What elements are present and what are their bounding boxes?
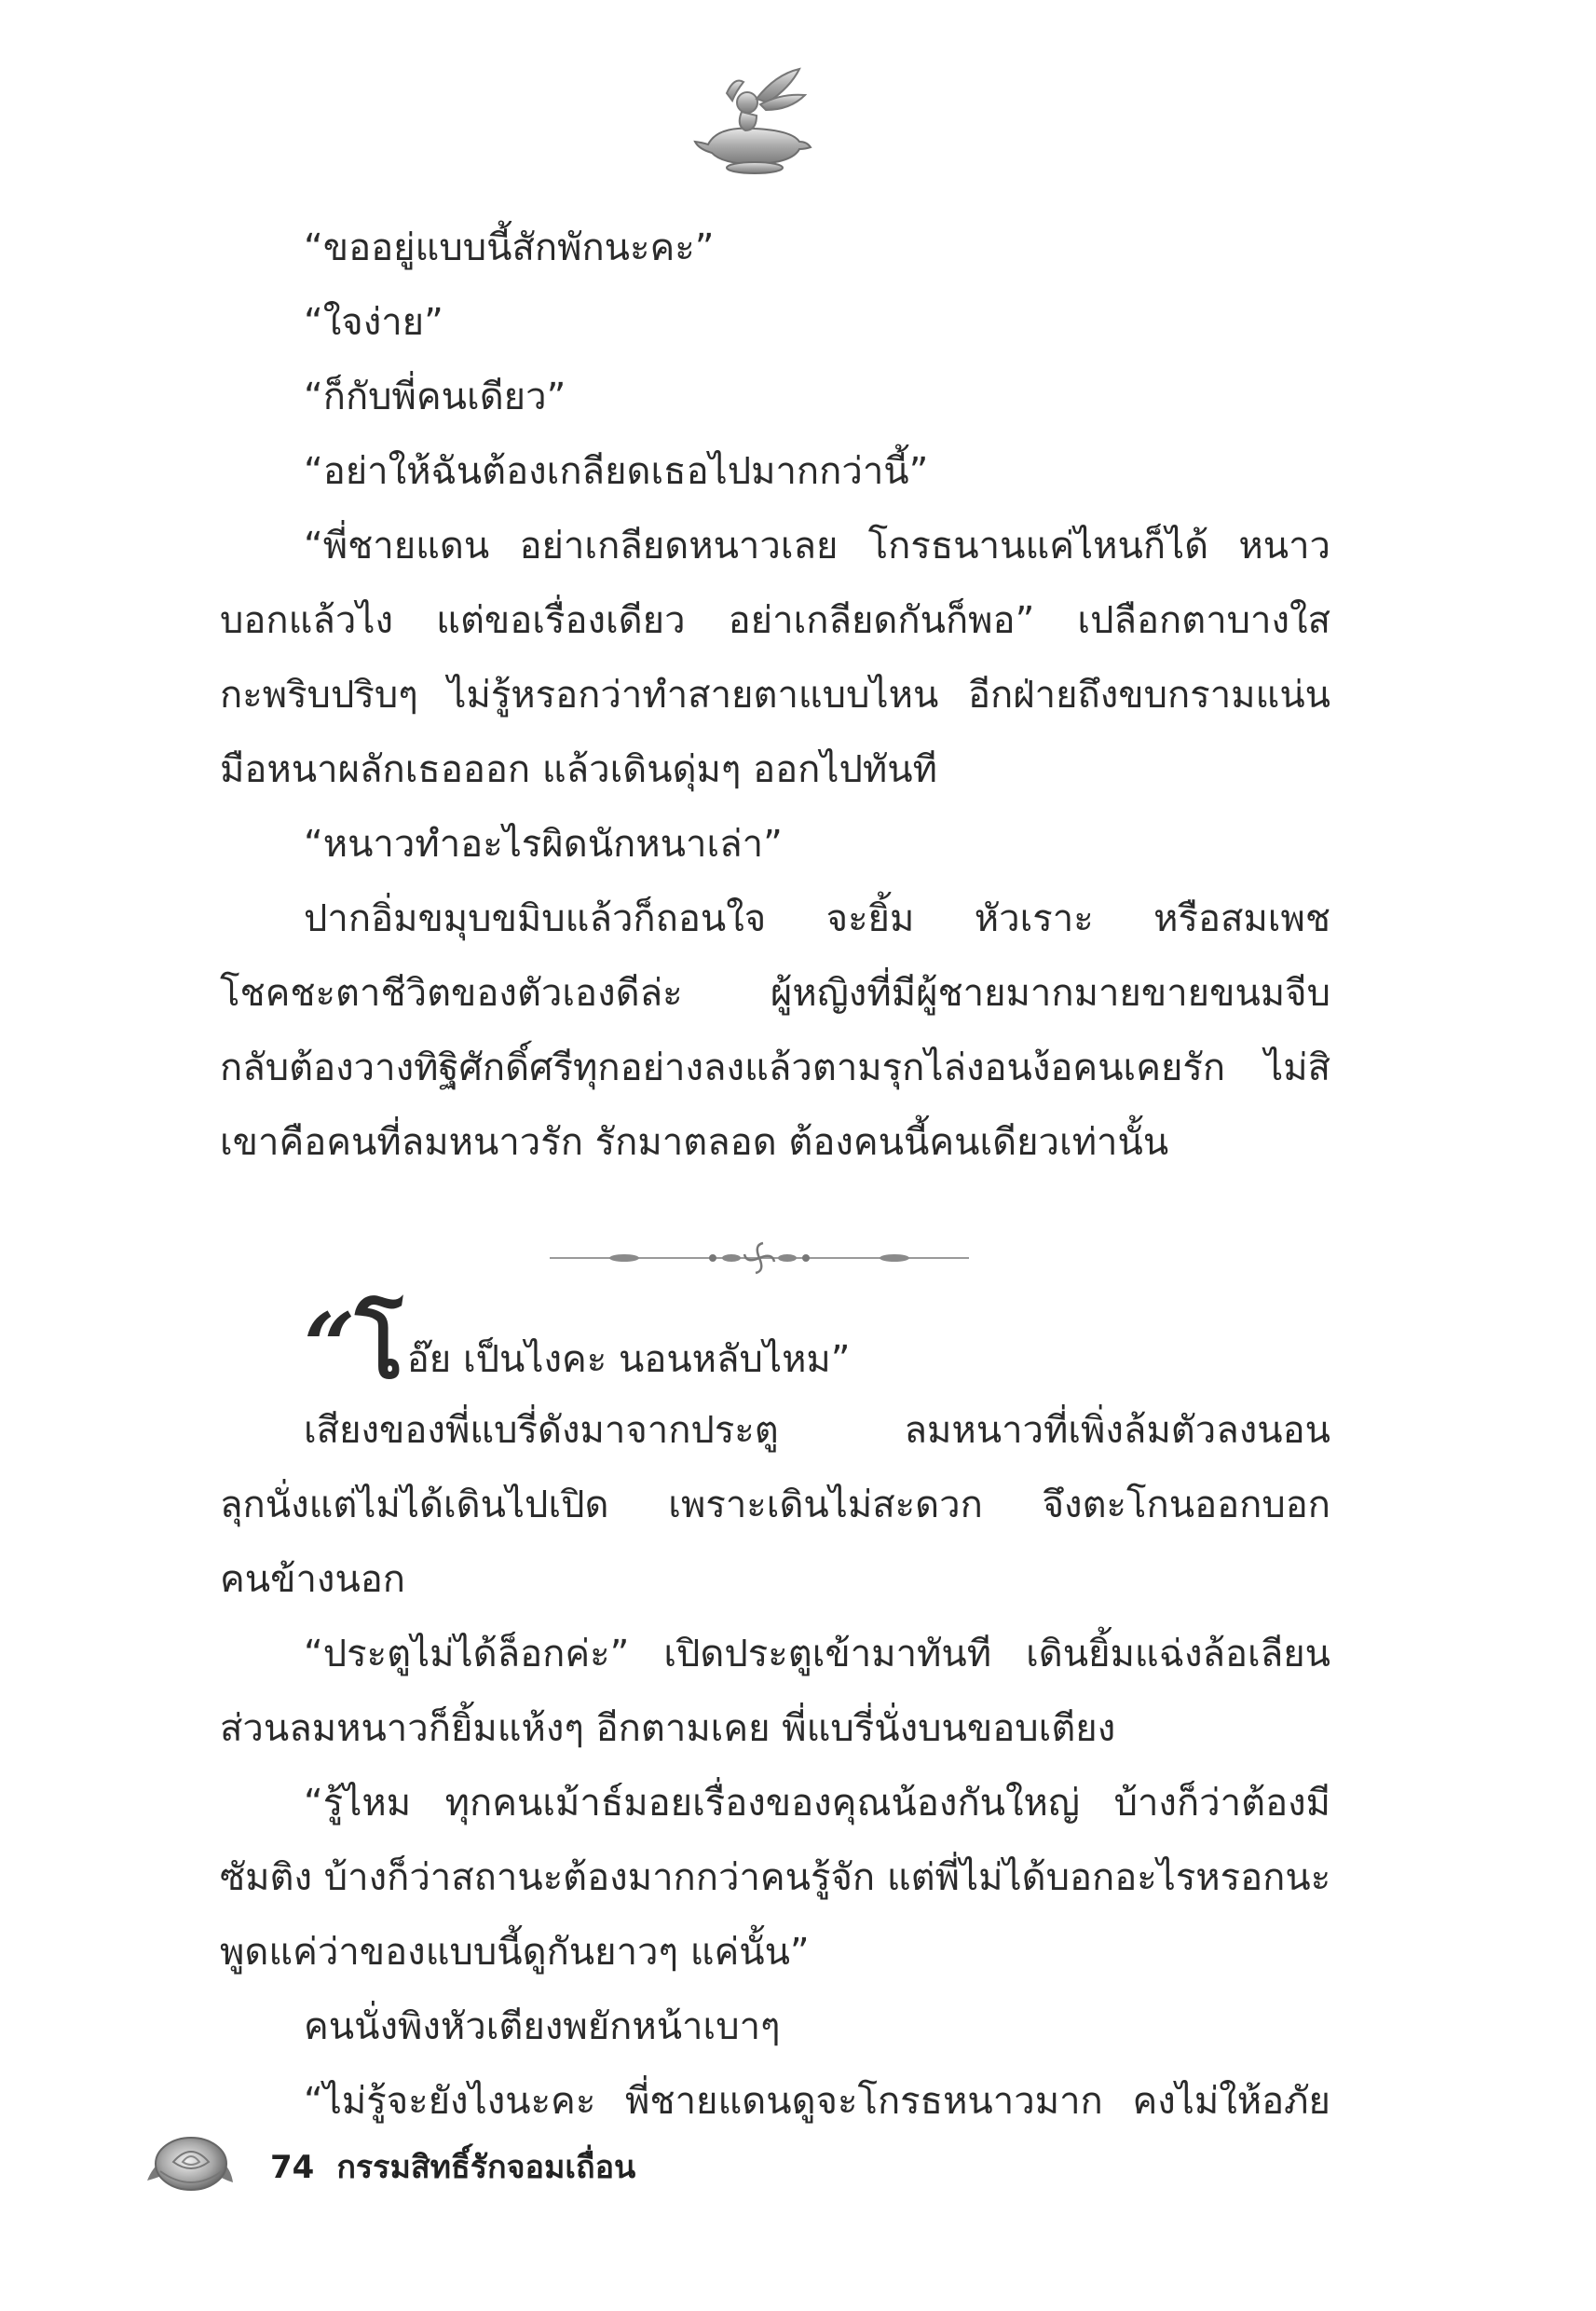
text-line: “ขออยู่แบบนี้สักพักนะคะ”	[304, 226, 715, 269]
dropcap-line-text: อ๊ย เป็นไงคะ นอนหลับไหม”	[406, 1338, 851, 1381]
text-line: พูดแค่ว่าของแบบนี้ดูกันยาวๆ แค่นั้น”	[220, 1931, 810, 1974]
page-footer	[140, 2115, 792, 2199]
text-line: “ใจง่าย”	[304, 301, 443, 344]
dropcap-quote-mark: “	[304, 1293, 356, 1399]
text-line: “อย่าให้ฉันต้องเกลียดเธอไปมากกว่านี้”	[304, 450, 929, 493]
dropcap-letter: โ	[355, 1293, 403, 1399]
text-line: “ไม่รู้จะยังไงนะคะ พี่ชายแดนดูจะโกรธหนาวมาก คงไม่ให้อภัย	[304, 2080, 1330, 2123]
text-line: คนข้างนอก	[220, 1558, 406, 1601]
footer-caption	[270, 2141, 658, 2192]
text-line: เสียงของพี่แบรี่ดังมาจากประตู ลมหนาวที่เพิ่งล้มตัวลงนอน	[304, 1409, 1330, 1452]
text-line: กลับต้องวางทิฐิศักดิ์ศรีทุกอย่างลงแล้วตามรุกไล่งอนง้อคนเคยรัก ไม่สิ	[220, 1046, 1330, 1089]
cherub-lamp-ornament-icon	[689, 56, 820, 177]
text-line: ซัมติง บ้างก็ว่าสถานะต้องมากกว่าคนรู้จัก แต่พี่ไม่ได้บอกอะไรหรอกนะ	[220, 1856, 1330, 1899]
text-line: โชคชะตาชีวิตของตัวเองดีล่ะ ผู้หญิงที่มีผู้ชายมากมายขายขนมจีบ	[220, 972, 1330, 1015]
text-line: “พี่ชายแดน อย่าเกลียดหนาวเลย โกรธนานแค่ไหนก็ได้ หนาว	[304, 525, 1330, 567]
rose-icon	[140, 2115, 242, 2199]
section-2-text	[220, 1293, 1330, 2139]
text-line: ลุกนั่งแต่ไม่ได้เดินไปเปิด เพราะเดินไม่สะดวก จึงตะโกนออกบอก	[220, 1484, 1330, 1526]
text-line: “ก็กับพี่คนเดียว”	[304, 376, 566, 418]
text-line: ปากอิ่มขมุบขมิบแล้วก็ถอนใจ จะยิ้ม หัวเราะ หรือสมเพช	[304, 897, 1330, 940]
text-line: “หนาวทำอะไรผิดนักหนาเล่า”	[304, 823, 783, 866]
text-line: กะพริบปริบๆ ไม่รู้หรอกว่าทำสายตาแบบไหน อีกฝ่ายถึงขบกรามแน่น	[220, 674, 1330, 717]
text-line: “ประตูไม่ได้ล็อกค่ะ” เปิดประตูเข้ามาทันที เดินยิ้มแฉ่งล้อเลียน	[304, 1633, 1330, 1675]
text-line: มือหนาผลักเธอออก แล้วเดินดุ่มๆ ออกไปทันที	[220, 748, 937, 791]
text-line: เขาคือคนที่ลมหนาวรัก รักมาตลอด ต้องคนนี้คนเดียวเท่านั้น	[220, 1121, 1169, 1164]
section-1-text	[220, 211, 1330, 1180]
text-line: บอกแล้วไง แต่ขอเรื่องเดียว อย่าเกลียดกันก็พอ” เปลือกตาบางใส	[220, 599, 1330, 642]
book-title: กรรมสิทธิ์รักจอมเถื่อน	[336, 2149, 636, 2186]
page-number: 74	[270, 2149, 315, 2186]
text-line: ส่วนลมหนาวก็ยิ้มแห้งๆ อีกตามเคย พี่แบรี่นั่งบนขอบเตียง	[220, 1707, 1116, 1750]
text-line: “รู้ไหม ทุกคนเม้าธ์มอยเรื่องของคุณน้องกันใหญ่ บ้างก็ว่าต้องมี	[304, 1782, 1330, 1825]
dropcap-paragraph-start	[220, 1293, 1330, 1399]
section-divider-ornament-icon	[550, 1239, 969, 1277]
text-line: คนนั่งพิงหัวเตียงพยักหน้าเบาๆ	[304, 2005, 781, 2048]
